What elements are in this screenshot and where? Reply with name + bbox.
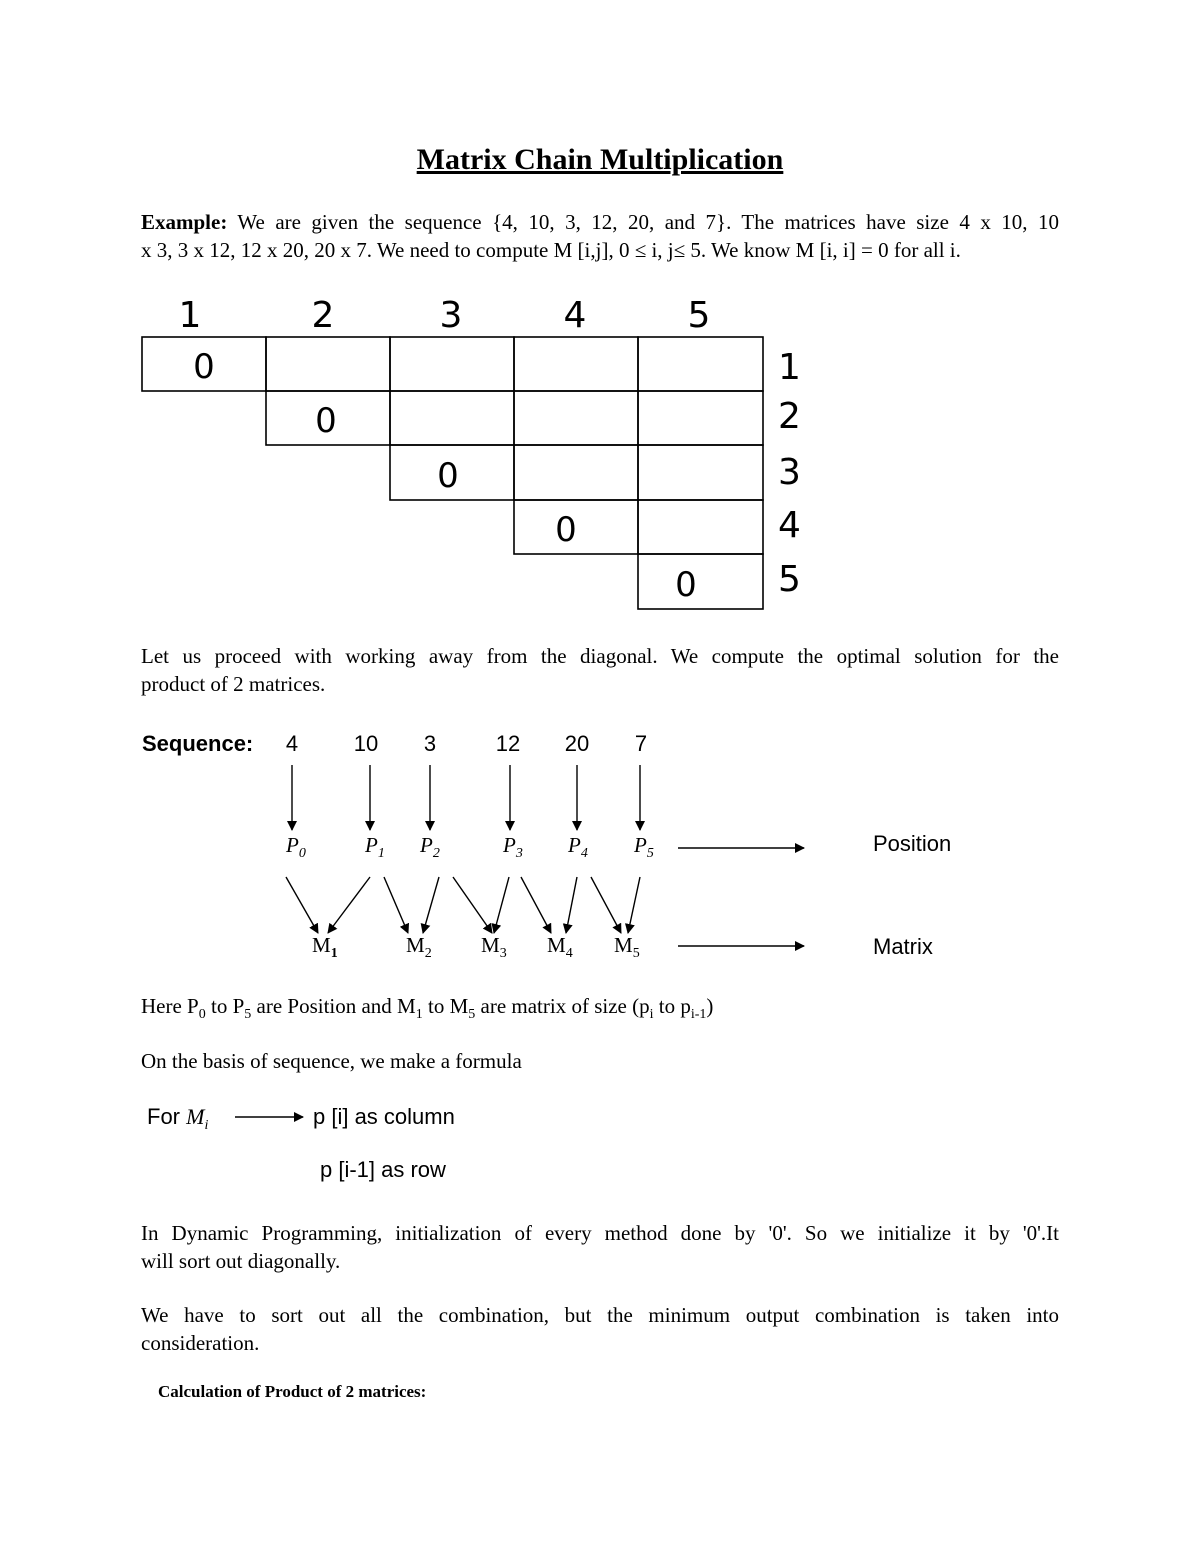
- sequence-label: Sequence:: [142, 731, 254, 756]
- here-sub-5: i: [649, 1007, 654, 1023]
- matrix-label: Matrix: [873, 934, 933, 959]
- formula-column: p [i] as column: [313, 1104, 455, 1129]
- combination-line-2: consideration.: [141, 1331, 260, 1355]
- here-text-7: ): [706, 994, 714, 1018]
- example-line-2: x 3, 3 x 12, 12 x 20, 20 x 7. We need to compute M [i,j], 0 ≤ i, j≤ 5. We know M [i, i] = 0 for all i.: [141, 238, 961, 262]
- column-header-3: 3: [439, 295, 463, 336]
- here-text-1: Here P: [141, 994, 199, 1018]
- row-header-5: 5: [778, 559, 801, 600]
- here-text-3: are Position and M: [251, 994, 416, 1018]
- sequence-value-4: 20: [564, 731, 590, 756]
- matrix-m2: $M_2$: [406, 933, 432, 961]
- column-header-2: 2: [311, 295, 335, 336]
- here-text-4: to M: [422, 994, 469, 1018]
- dp-paragraph: [141, 1219, 1059, 1275]
- diagonal-cell-5: 0: [675, 565, 697, 605]
- diagonal-cell-2: 0: [315, 401, 337, 441]
- row-header-2: 2: [778, 396, 801, 437]
- position-p0: $P_0$: [286, 833, 306, 861]
- here-text-6: to p: [653, 994, 691, 1018]
- diagonal-cell-1: 0: [193, 347, 215, 387]
- here-sub-6: i-1: [690, 1007, 707, 1023]
- here-sub-2: 5: [244, 1007, 252, 1023]
- sequence-value-5: 7: [634, 731, 648, 756]
- combination-paragraph: [141, 1301, 1059, 1357]
- row-header-4: 4: [778, 505, 801, 546]
- diagonal-line-2: product of 2 matrices.: [141, 672, 326, 696]
- diagonal-cell-4: 0: [555, 510, 577, 550]
- formula-row: p [i-1] as row: [320, 1157, 446, 1182]
- diagonal-line-1: Let us proceed with working away from the diagonal. We compute the optimal solution for the: [141, 644, 1059, 668]
- matrix-m1: $M_1$: [312, 933, 338, 961]
- row-header-3: 3: [778, 452, 801, 493]
- here-text-5: are matrix of size (p: [475, 994, 650, 1018]
- column-header-5: 5: [687, 295, 711, 336]
- section-caption: Calculation of Product of 2 matrices:: [158, 1382, 427, 1401]
- example-text-1: We are given the sequence {4, 10, 3, 12, 20, and 7}. The matrices have size 4 x 10, 10: [227, 210, 1059, 234]
- position-p3: $P_3$: [503, 833, 523, 861]
- sequence-value-1: 10: [353, 731, 379, 756]
- here-sub-1: 0: [198, 1007, 206, 1023]
- sequence-value-3: 12: [495, 731, 521, 756]
- sequence-value-2: 3: [423, 731, 437, 756]
- dp-line-1: In Dynamic Programming, initialization of every method done by '0'. So we initialize it by '0'.It: [141, 1221, 1059, 1245]
- column-header-1: 1: [178, 295, 202, 336]
- formula-for-mi: For $M_i$: [147, 1104, 209, 1133]
- column-header-4: 4: [563, 295, 587, 336]
- sequence-value-0: 4: [285, 731, 299, 756]
- page-title: Matrix Chain Multiplication: [416, 143, 784, 176]
- position-p4: $P_4$: [568, 833, 588, 861]
- here-sub-3: 1: [415, 1007, 423, 1023]
- matrix-m4: $M_4$: [547, 933, 573, 961]
- combination-line-1: We have to sort out all the combination, but the minimum output combination is taken into: [141, 1303, 1059, 1327]
- matrix-m3: $M_3$: [481, 933, 507, 961]
- matrix-m5: $M_5$: [614, 933, 640, 961]
- position-p5: $P_5$: [634, 833, 654, 861]
- dp-line-2: will sort out diagonally.: [141, 1249, 341, 1273]
- position-p2: $P_2$: [420, 833, 440, 861]
- here-sub-4: 5: [468, 1007, 476, 1023]
- position-label: Position: [873, 831, 952, 856]
- diagonal-cell-3: 0: [437, 456, 459, 496]
- example-label: Example:: [141, 210, 228, 234]
- row-header-1: 1: [778, 347, 801, 388]
- position-p1: $P_1$: [365, 833, 385, 861]
- formula-intro: On the basis of sequence, we make a formula: [141, 1049, 522, 1073]
- here-text-2: to P: [205, 994, 245, 1018]
